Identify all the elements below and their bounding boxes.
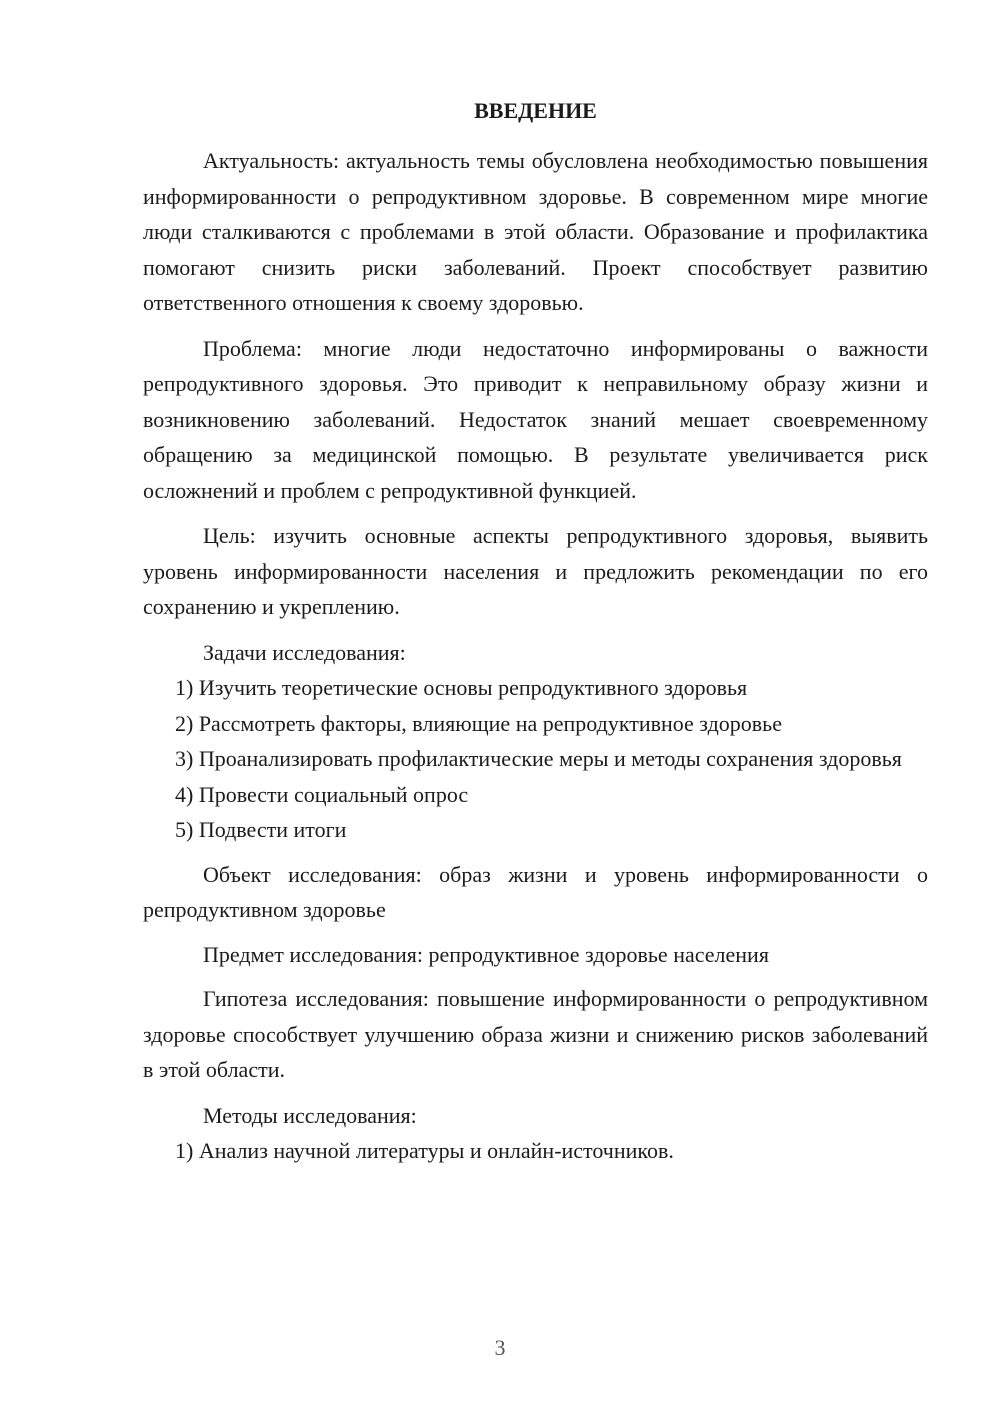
paragraph-hypothesis: Гипотеза исследования: повышение информированности о репродуктивном здоровье способствует улучшению образа жизни и снижению рисков заболеваний в этой области. [143,986,928,1082]
page-number: 3 [494,1335,506,1360]
paragraph-goal: Цель: изучить основные аспекты репродуктивного здоровья, выявить уровень информированности населения и предложить рекомендации по его сохранению и укреплению. [143,523,928,619]
list-item-task-3: 3) Проанализировать профилактические меры и методы сохранения здоровья [175,746,902,771]
paragraph-object: Объект исследования: образ жизни и уровень информированности о репродуктивном здоровье [143,861,928,922]
list-item-task-5: 5) Подвести итоги [175,817,347,842]
page-title: ВВЕДЕНИЕ [474,98,597,123]
list-item-method-1: 1) Анализ научной литературы и онлайн-источников. [175,1138,674,1163]
list-item-task-1: 1) Изучить теоретические основы репродуктивного здоровья [175,675,748,700]
list-item-task-4: 4) Провести социальный опрос [175,781,469,807]
paragraph-subject: Предмет исследования: репродуктивное здоровье населения [203,941,769,967]
list-item-task-2: 2) Рассмотреть факторы, влияющие на репродуктивное здоровье [175,710,782,736]
methods-heading: Методы исследования: [203,1102,417,1128]
paragraph-problem: Проблема: многие люди недостаточно информированы о важности репродуктивного здоровья. Это приводит к неправильному образу жизни и возникновению заболеваний. Недостаток знаний мешает своевременному обращению за медицинской помощью. В результате увеличивается риск осложнений и проблем с репродуктивной функцией. [143,335,928,503]
paragraph-relevance: Актуальность: актуальность темы обусловлена необходимостью повышения информированности о репродуктивном здоровье. В современном мире многие люди сталкиваются с проблемами в этой области. Образование и профилактика помогают снизить риски заболеваний. Проект способствует развитию ответственного отношения к своему здоровью. [143,148,928,315]
document-body [143,143,928,1169]
tasks-heading: Задачи исследования: [203,639,406,665]
